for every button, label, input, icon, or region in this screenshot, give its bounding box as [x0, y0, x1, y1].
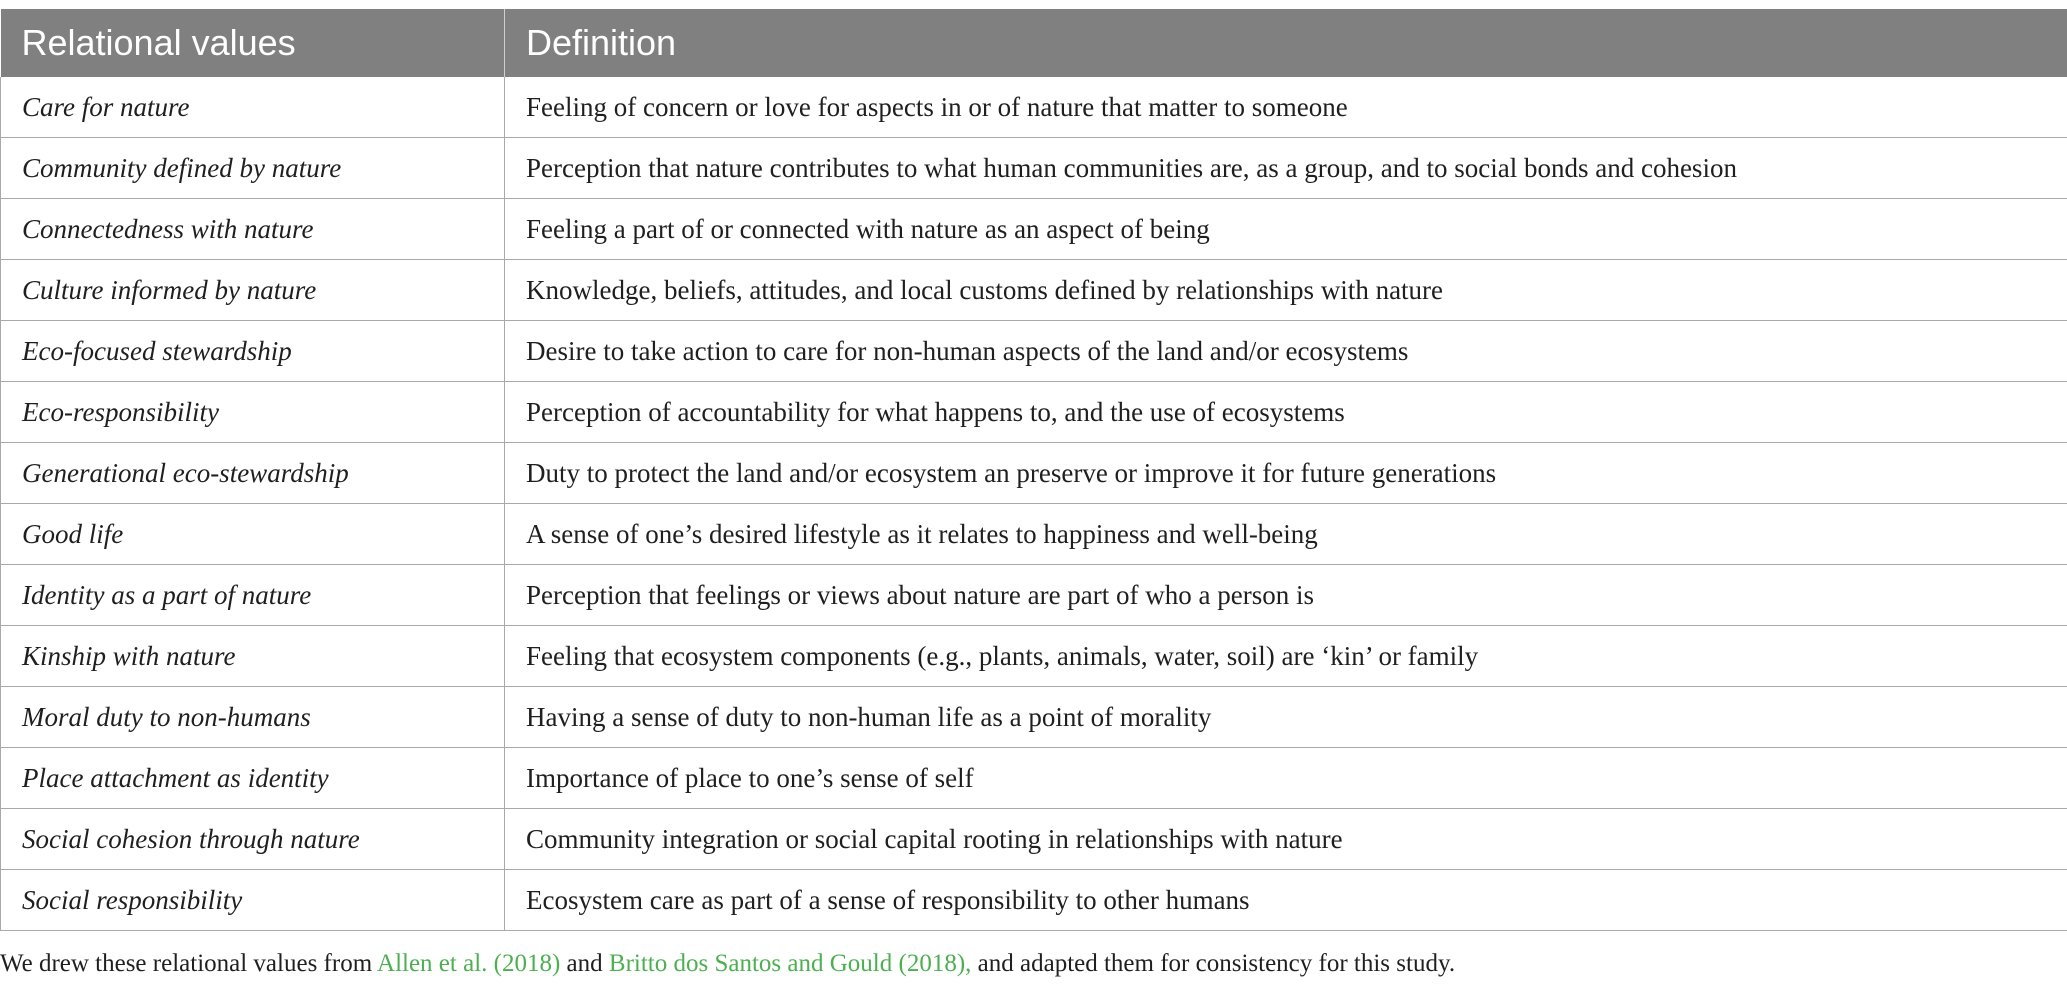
- definition-cell: Feeling of concern or love for aspects in or of nature that matter to someone: [505, 77, 2067, 138]
- definition-cell: Duty to protect the land and/or ecosystem an preserve or improve it for future generations: [505, 443, 2067, 504]
- footnote-suffix: and adapted them for consistency for this study.: [971, 950, 1456, 977]
- definition-cell: Perception that feelings or views about nature are part of who a person is: [505, 565, 2067, 626]
- table-row: [1, 443, 2067, 504]
- relational-value-cell: Generational eco-stewardship: [1, 443, 505, 504]
- table-row: [1, 504, 2067, 565]
- definition-cell: Feeling that ecosystem components (e.g., plants, animals, water, soil) are ‘kin’ or family: [505, 626, 2067, 687]
- definition-cell: Ecosystem care as part of a sense of responsibility to other humans: [505, 870, 2067, 931]
- footnote-middle: and: [560, 950, 609, 977]
- relational-value-cell: Place attachment as identity: [1, 748, 505, 809]
- citation-link-britto-dos-santos-gould-2018[interactable]: Britto dos Santos and Gould (2018),: [608, 950, 972, 977]
- relational-value-cell: Moral duty to non-humans: [1, 687, 505, 748]
- definition-cell: Knowledge, beliefs, attitudes, and local customs defined by relationships with nature: [505, 260, 2067, 321]
- table-row: [1, 870, 2067, 931]
- definition-cell: Importance of place to one’s sense of self: [505, 748, 2067, 809]
- table-row: [1, 138, 2067, 199]
- table-body: [1, 77, 2067, 931]
- citation-link-allen-2018[interactable]: Allen et al. (2018): [377, 950, 561, 977]
- definition-cell: Community integration or social capital rooting in relationships with nature: [505, 809, 2067, 870]
- definition-cell: Desire to take action to care for non-human aspects of the land and/or ecosystems: [505, 321, 2067, 382]
- definition-cell: Feeling a part of or connected with nature as an aspect of being: [505, 199, 2067, 260]
- table-row: [1, 626, 2067, 687]
- table-row: [1, 321, 2067, 382]
- definition-cell: A sense of one’s desired lifestyle as it relates to happiness and well-being: [505, 504, 2067, 565]
- table-header: [1, 9, 2067, 77]
- relational-value-cell: Community defined by nature: [1, 138, 505, 199]
- relational-value-cell: Connectedness with nature: [1, 199, 505, 260]
- table-row: [1, 687, 2067, 748]
- table-row: [1, 260, 2067, 321]
- header-relational-values: Relational values: [1, 9, 505, 77]
- table-footnote: [0, 950, 1455, 978]
- relational-value-cell: Eco-focused stewardship: [1, 321, 505, 382]
- table-row: [1, 565, 2067, 626]
- relational-value-cell: Culture informed by nature: [1, 260, 505, 321]
- definition-cell: Perception that nature contributes to what human communities are, as a group, and to social bonds and cohesion: [505, 138, 2067, 199]
- definition-cell: Perception of accountability for what happens to, and the use of ecosystems: [505, 382, 2067, 443]
- relational-value-cell: Eco-responsibility: [1, 382, 505, 443]
- relational-values-table: [0, 9, 2067, 931]
- table-row: [1, 199, 2067, 260]
- relational-values-table-container: [0, 9, 2067, 931]
- relational-value-cell: Good life: [1, 504, 505, 565]
- header-row: [1, 9, 2067, 77]
- relational-value-cell: Identity as a part of nature: [1, 565, 505, 626]
- header-definition: Definition: [505, 9, 2067, 77]
- table-row: [1, 382, 2067, 443]
- definition-cell: Having a sense of duty to non-human life as a point of morality: [505, 687, 2067, 748]
- relational-value-cell: Care for nature: [1, 77, 505, 138]
- table-row: [1, 748, 2067, 809]
- relational-value-cell: Kinship with nature: [1, 626, 505, 687]
- table-row: [1, 77, 2067, 138]
- relational-value-cell: Social responsibility: [1, 870, 505, 931]
- relational-value-cell: Social cohesion through nature: [1, 809, 505, 870]
- footnote-prefix: We drew these relational values from: [0, 950, 378, 977]
- table-row: [1, 809, 2067, 870]
